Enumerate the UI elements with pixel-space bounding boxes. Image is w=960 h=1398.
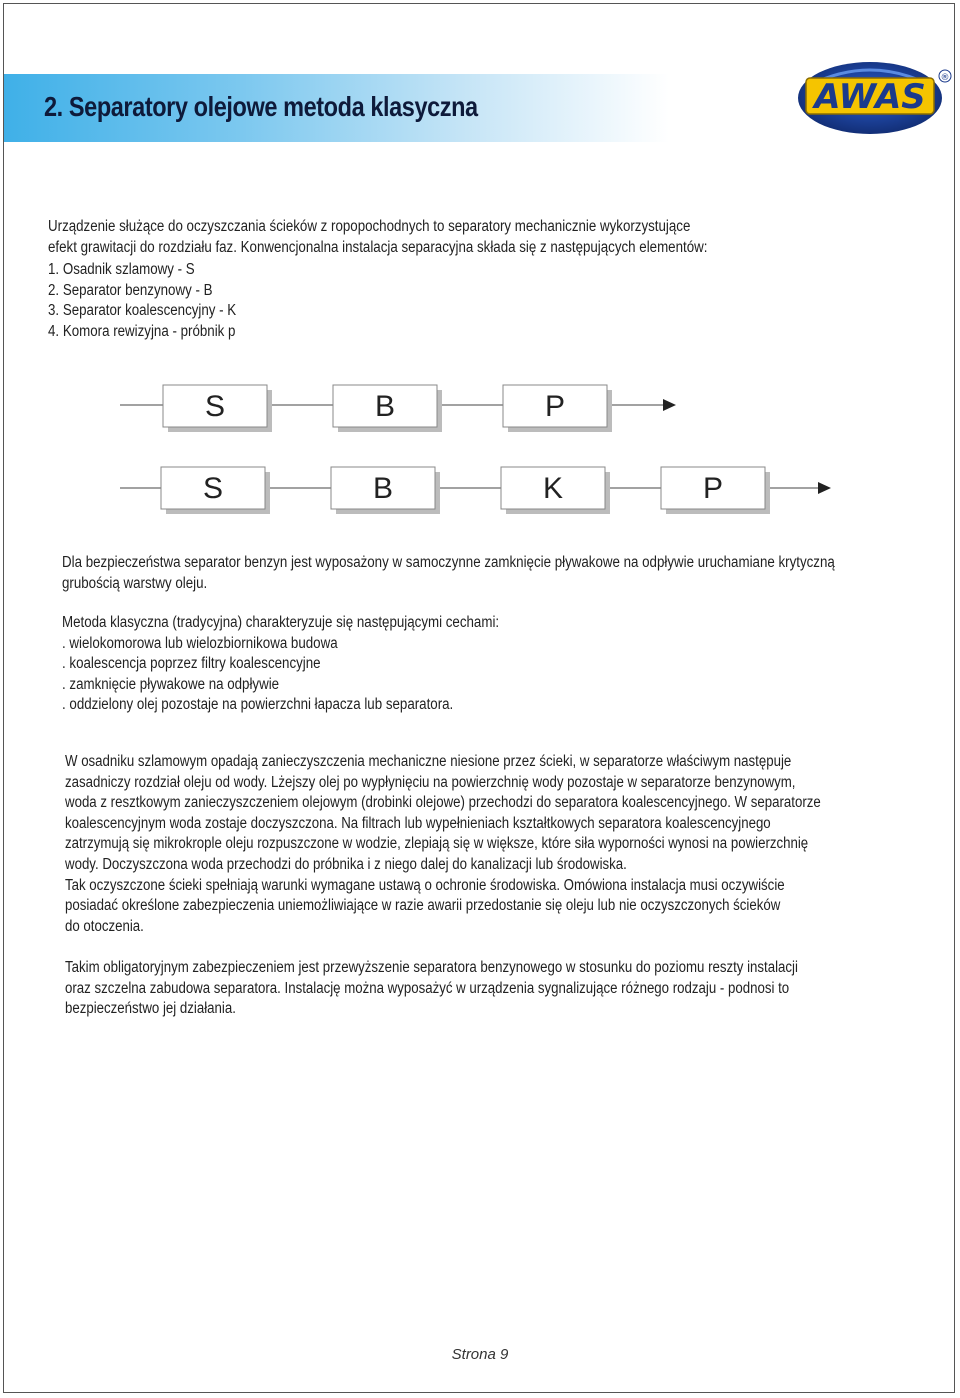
list-item: 1. Osadnik szlamowy - S bbox=[48, 261, 195, 278]
page-number: Strona 9 bbox=[451, 1346, 509, 1363]
paragraph-line: koalescencyjnym woda zostaje doczyszczona. Na filtrach lub wypełnieniach kształtkowych separatora koalescencyjnego bbox=[65, 814, 771, 832]
feature-item: . wielokomorowa lub wielozbiornikowa budowa bbox=[62, 634, 338, 652]
page-title: 2. Separatory olejowe metoda klasyczna bbox=[44, 91, 478, 122]
features-list bbox=[62, 613, 499, 716]
list-item: 2. Separator benzynowy - B bbox=[48, 281, 213, 299]
paragraph-line: bezpieczeństwo jej działania. bbox=[65, 1000, 236, 1018]
flow-row-coalescent bbox=[120, 467, 831, 514]
paragraph-line: Takim obligatoryjnym zabezpieczeniem jest przewyższenie separatora benzynowego w stosunku do poziomu reszty instalacji bbox=[65, 959, 798, 976]
paragraph-line: do otoczenia. bbox=[65, 917, 144, 935]
safety-line: grubością warstwy oleju. bbox=[62, 574, 208, 592]
paragraph-line: zasadniczy rozdział oleju od wody. Lżejszy olej po wypłynięciu na powierzchnię wody pozostaje w separatorze benzynowym, bbox=[65, 773, 796, 791]
arrow-right-icon bbox=[818, 482, 831, 494]
feature-item: . koalescencja poprzez filtry koalescencyjne bbox=[62, 655, 321, 673]
flow-box-label: S bbox=[204, 390, 226, 423]
flow-box-label: B bbox=[374, 390, 396, 423]
flow-box-label: B bbox=[372, 472, 394, 505]
intro-text bbox=[48, 217, 707, 258]
process-description bbox=[65, 752, 911, 937]
safeguard-description bbox=[65, 958, 911, 1020]
registered-mark: ® bbox=[940, 73, 950, 83]
logo-text: AWAS bbox=[814, 77, 926, 117]
flow-box-label: K bbox=[542, 472, 564, 505]
intro-line: Urządzenie służące do oczyszczania ścieków z ropopochodnych to separatory mechanicznie wykorzystujące bbox=[48, 218, 691, 235]
safety-line: Dla bezpieczeństwa separator benzyn jest wyposażony w samoczynne zamknięcie pływakowe na odpływie uruchamiane krytyczną bbox=[62, 554, 835, 571]
paragraph-line: W osadniku szlamowym opadają zanieczyszczenia mechaniczne niesione przez ścieki, w separatorze właściwym następuje bbox=[65, 753, 792, 770]
separator-flow-diagram bbox=[0, 370, 960, 530]
safety-text bbox=[62, 553, 835, 594]
flow-box-label: S bbox=[202, 472, 224, 505]
intro-line: efekt grawitacji do rozdziału faz. Konwencjonalna instalacja separacyjna składa się z następujących elementów: bbox=[48, 238, 708, 256]
flow-row-classic bbox=[120, 385, 676, 432]
list-item: 4. Komora rewizyjna - próbnik p bbox=[48, 322, 236, 340]
awas-logo bbox=[790, 50, 960, 200]
paragraph-line: posiadać określone zabezpieczenia uniemożliwiające w razie awarii przedostanie się oleju lub nie oczyszczonych ścieków bbox=[65, 897, 781, 915]
flow-box-label: P bbox=[702, 472, 724, 505]
paragraph-line: wody. Doczyszczona woda przechodzi do próbnika i z niego dalej do kanalizacji lub środowiska. bbox=[65, 855, 627, 873]
paragraph-line: zatrzymują się mikrokrople oleju rozpuszczone w wodzie, zlepiają się w większe, które siła wyporności wynosi na powierzchnię bbox=[65, 835, 809, 853]
paragraph-line: Tak oczyszczone ścieki spełniają warunki wymagane ustawą o ochronie środowiska. Omówiona instalacja musi oczywiście bbox=[65, 876, 785, 894]
paragraph-line: woda z resztkowym zanieczyszczeniem olejowym (drobinki olejowe) przechodzi do separatora koalescencyjnego. W separatorze bbox=[65, 794, 821, 812]
arrow-right-icon bbox=[663, 399, 676, 411]
feature-item: . zamknięcie pływakowe na odpływie bbox=[62, 675, 280, 693]
features-heading: Metoda klasyczna (tradycyjna) charakteryzuje się następującymi cechami: bbox=[62, 614, 500, 631]
feature-item: . oddzielony olej pozostaje na powierzchni łapacza lub separatora. bbox=[62, 696, 454, 714]
paragraph-line: oraz szczelna zabudowa separatora. Instalację można wyposażyć w urządzenia sygnalizujące różnego rodzaju - podnosi to bbox=[65, 979, 790, 997]
list-item: 3. Separator koalescencyjny - K bbox=[48, 302, 237, 320]
flow-box-label: P bbox=[544, 390, 566, 423]
elements-list bbox=[48, 260, 236, 342]
